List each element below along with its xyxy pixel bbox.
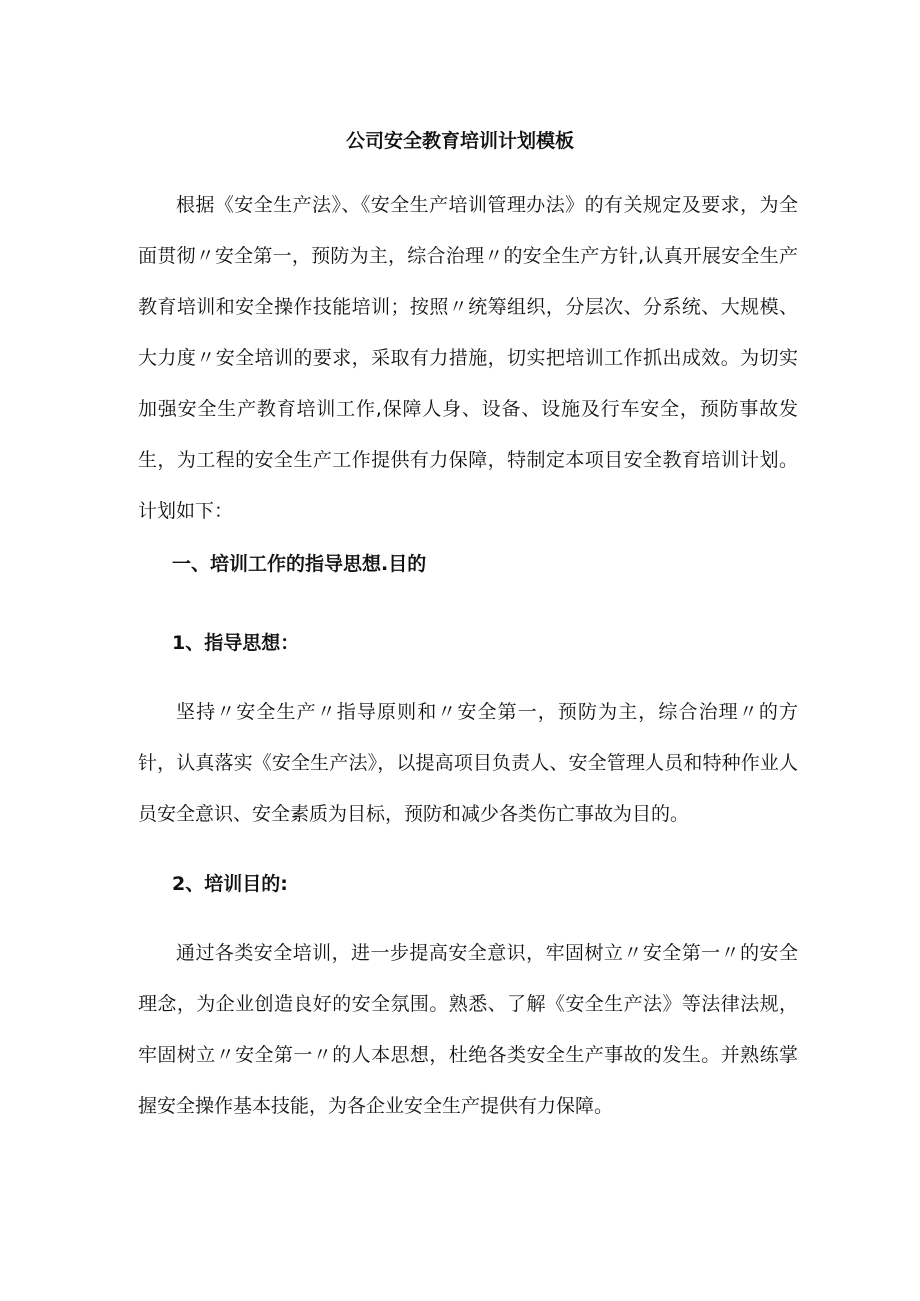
subheading-guiding-thought: 1、指导思想： [172,632,300,654]
intro-paragraph: 根据《安全生产法》、《安全生产培训管理办法》的有关规定及要求，为全面贯彻〃安全第一，预防为主，综合治理〃的安全生产方针,认真开展安全生产教育培训和安全操作技能培训；按照〃统筹组织，分层次、分系统、大规模、大力度〃安全培训的要求，采取有力措施，切实把培训工作抓出成效。为切实加强安全生产教育培训工作,保障人身、设备、设施及行车安全，预防事故发生，为工程的安全生产工作提供有力保障，特制定本项目安全教育培训计划。计划如下： [138,194,798,522]
subheading-training-purpose: 2、培训目的: [172,873,288,895]
section-heading-guiding-purpose: 一、培训工作的指导思想.目的 [172,553,427,575]
guiding-thought-paragraph: 坚持〃安全生产〃指导原则和〃安全第一，预防为主，综合治理〃的方针，认真落实《安全生产法》，以提高项目负责人、安全管理人员和特种作业人员安全意识、安全素质为目标，预防和减少各类伤亡事故为目的。 [138,701,798,825]
document-title: 公司安全教育培训计划模板 [345,130,574,152]
training-purpose-paragraph: 通过各类安全培训，进一步提高安全意识，牢固树立〃安全第一〃的安全理念，为企业创造良好的安全氛围。熟悉、了解《安全生产法》等法律法规，牢固树立〃安全第一〃的人本思想，杜绝各类安全生产事故的发生。并熟练掌握安全操作基本技能，为各企业安全生产提供有力保障。 [138,942,798,1117]
